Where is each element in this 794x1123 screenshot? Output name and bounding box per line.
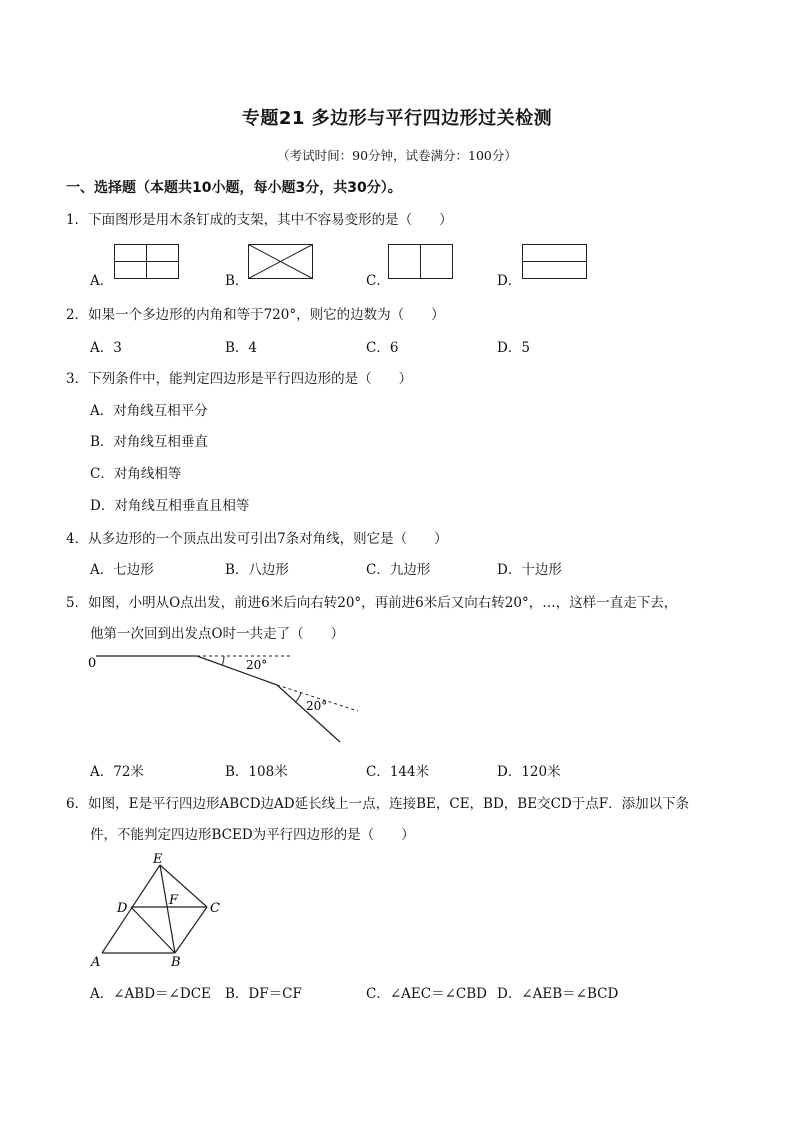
q4-option-a: A．七边形 xyxy=(90,562,154,578)
q6-point-b: B xyxy=(171,955,181,970)
q1-option-c-figure xyxy=(388,244,454,280)
question-5-stem-line-1: 5．如图，小明从O点出发，前进6米后向右转20°，再前进6米后又向右转20°，…，这样一直走下去， xyxy=(66,595,678,611)
q1-option-a-label: A． xyxy=(90,273,114,289)
q6-point-e: E xyxy=(153,852,163,867)
q1-option-c-label: C． xyxy=(366,273,390,289)
q6-option-a: A．∠ABD＝∠DCE xyxy=(90,986,211,1002)
q4-option-c: C．九边形 xyxy=(366,562,431,578)
q6-point-c: C xyxy=(210,901,220,916)
q3-option-c: C．对角线相等 xyxy=(90,466,182,482)
q6-point-d: D xyxy=(117,901,128,916)
question-6-stem-line-1: 6．如图，E是平行四边形ABCD边AD延长线上一点，连接BE，CE，BD，BE交CD于点F．添加以下条 xyxy=(66,796,690,812)
q1-option-d-label: D． xyxy=(497,273,522,289)
q5-option-a: A．72米 xyxy=(90,764,144,780)
exam-info: （考试时间：90分钟，试卷满分：100分） xyxy=(277,148,517,163)
section-heading: 一、选择题（本题共10小题，每小题3分，共30分）。 xyxy=(66,180,402,196)
q2-option-b: B．4 xyxy=(225,340,258,356)
q5-angle-label-2: 20° xyxy=(306,699,328,713)
question-1-stem: 1．下面图形是用木条钉成的支架，其中不容易变形的是（ ） xyxy=(66,212,453,228)
q1-option-b-figure xyxy=(248,244,314,280)
q4-option-b: B．八边形 xyxy=(225,562,289,578)
q3-option-b: B．对角线互相垂直 xyxy=(90,434,208,450)
page-title: 专题21 多边形与平行四边形过关检测 xyxy=(241,108,553,129)
q5-start-label: 0 xyxy=(88,656,97,671)
question-4-stem: 4．从多边形的一个顶点出发可引出7条对角线，则它是（ ） xyxy=(66,531,448,547)
q5-option-c: C．144米 xyxy=(366,764,430,780)
q5-option-d: D．120米 xyxy=(497,764,561,780)
q2-option-a: A．3 xyxy=(90,340,122,356)
q3-option-a: A．对角线互相平分 xyxy=(90,403,208,419)
q6-option-d: D．∠AEB＝∠BCD xyxy=(497,986,619,1002)
q3-option-d: D．对角线互相垂直且相等 xyxy=(90,498,250,514)
q6-point-a: A xyxy=(91,955,101,970)
q5-option-b: B．108米 xyxy=(225,764,288,780)
q6-parallelogram-figure xyxy=(84,848,234,973)
q5-angle-label-1: 20° xyxy=(246,658,268,672)
q1-option-a-figure xyxy=(114,244,180,280)
q4-option-d: D．十边形 xyxy=(497,562,562,578)
question-5-stem-line-2: 他第一次回到出发点O时一共走了（ ） xyxy=(90,626,345,642)
q5-walking-path-figure xyxy=(84,648,374,748)
question-3-stem: 3．下列条件中，能判定四边形是平行四边形的是（ ） xyxy=(66,371,413,387)
q2-option-c: C．6 xyxy=(366,340,399,356)
question-2-stem: 2．如果一个多边形的内角和等于720°，则它的边数为（ ） xyxy=(66,307,445,323)
q6-option-b: B．DF＝CF xyxy=(225,986,302,1002)
question-6-stem-line-2: 件，不能判定四边形BCED为平行四边形的是（ ） xyxy=(90,827,415,843)
q1-option-d-figure xyxy=(522,244,588,280)
q6-point-f: F xyxy=(169,893,179,908)
q2-option-d: D．5 xyxy=(497,340,530,356)
q6-option-c: C．∠AEC＝∠CBD xyxy=(366,986,487,1002)
q1-option-b-label: B． xyxy=(225,273,249,289)
